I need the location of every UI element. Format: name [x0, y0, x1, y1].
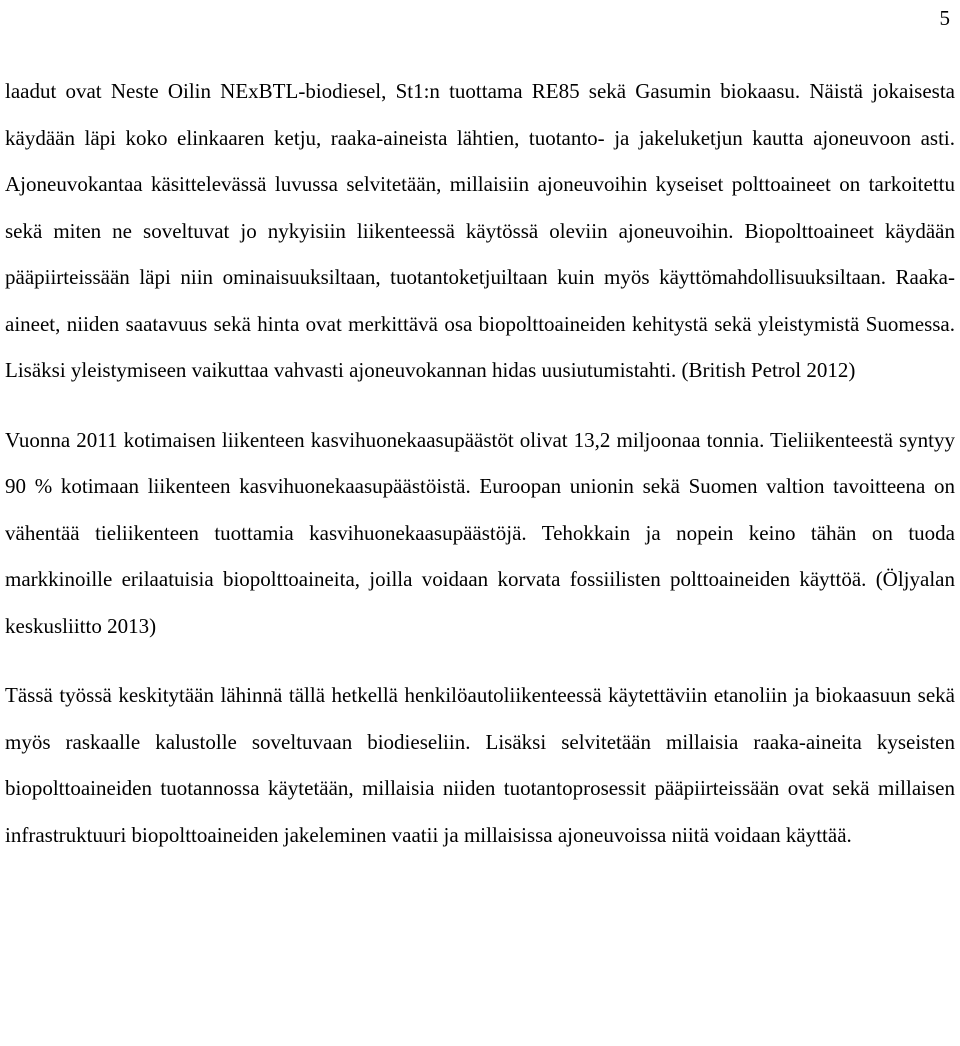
paragraph-3: Tässä työssä keskitytään lähinnä tällä hetkellä henkilöautoliikenteessä käytettäviin etanoliin ja biokaasuun sekä myös raskaalle kalustolle soveltuvaan biodieseliin. Lisäksi selvitetään millaisia raaka-aineita kyseisten biopolttoaineiden tuotannossa käytetään, millaisia niiden tuotantoprosessit pääpiirteissään ovat sekä millaisen infrastruktuuri biopolttoaineiden jakeleminen vaatii ja millaisissa ajoneuvoissa niitä voidaan käyttää. [5, 683, 955, 847]
paragraph-1: laadut ovat Neste Oilin NExBTL-biodiesel, St1:n tuottama RE85 sekä Gasumin biokaasu. Näistä jokaisesta käydään läpi koko elinkaaren ketju, raaka-aineista lähtien, tuotanto- ja jakeluketjun kautta ajoneuvoon asti. Ajoneuvokantaa käsittelevässä luvussa selvitetään, millaisiin ajoneuvoihin kyseiset polttoaineet on tarkoitettu sekä miten ne soveltuvat jo nykyisiin liikenteessä käytössä oleviin ajoneuvoihin. Biopolttoaineet käydään pääpiirteissään läpi niin ominaisuuksiltaan, tuotantoketjuiltaan kuin myös käyttömahdollisuuksiltaan. Raaka-aineet, niiden saatavuus sekä hinta ovat merkittävä osa biopolttoaineiden kehitystä sekä yleistymistä Suomessa. Lisäksi yleistymiseen vaikuttaa vahvasti ajoneuvokannan hidas uusiutumistahti. (British Petrol 2012) [5, 79, 955, 382]
page-number: 5 [939, 6, 950, 30]
paragraph-2: Vuonna 2011 kotimaisen liikenteen kasvihuonekaasupäästöt olivat 13,2 miljoonaa tonnia. Tieliikenteestä syntyy 90 % kotimaan liikenteen kasvihuonekaasupäästöistä. Euroopan unionin sekä Suomen valtion tavoitteena on vähentää tieliikenteen tuottamia kasvihuonekaasupäästöjä. Tehokkain ja nopein keino tähän on tuoda markkinoille erilaatuisia biopolttoaineita, joilla voidaan korvata fossiilisten polttoaineiden käyttöä. (Öljyalan keskusliitto 2013) [5, 427, 955, 638]
document-body [5, 68, 955, 858]
